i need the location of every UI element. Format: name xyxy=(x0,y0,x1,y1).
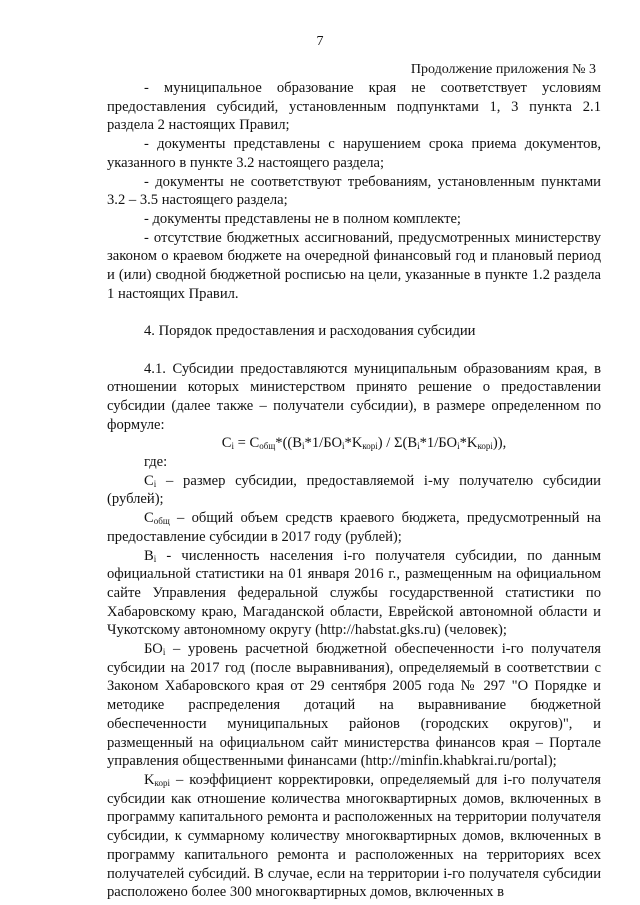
page-number: 7 xyxy=(316,34,324,49)
paragraph-4-1: 4.1. Субсидии предоставляются муниципальным образованиям края, в отношении которых министерством принято решение о предоставлении субсидии (далее также – получатели субсидии), в размере определенном по формуле: xyxy=(107,360,601,433)
definition-ci: $C_i$ – размер субсидии, предоставляемой i-му получателю субсидии (рублей); xyxy=(107,472,601,508)
subsidy-formula: $C_i = C_{общ}*((B_i*1/БО_i*K_{корі}) / \Sigma(B_i*1/БО_i*K_{корі}))$, xyxy=(221,435,507,452)
definition-bi: $B_i$ - численность населения i-го получателя субсидии, по данным официальной статистики на 01 января 2016 г., размещенным на официальном сайте Управления федеральной службы государственной статистики по Хабаровскому краю, Магаданской области, Еврейской автономной области и Чукотскому автономному округу (http://habstat.gks.ru) (человек); xyxy=(107,547,601,639)
section-heading: 4. Порядок предоставления и расходования субсидии xyxy=(144,323,476,340)
definition-cobsh: $C_{общ}$ – общий объем средств краевого бюджета, предусмотренный на предоставление субсидии в 2017 году (рублей); xyxy=(107,510,601,545)
list-item: - отсутствие бюджетных ассигнований, предусмотренных министерству законом о краевом бюджете на очередной финансовый год и плановый период и (или) сводной бюджетной росписью на цели, указанные в пункте 1.2 раздела 1 настоящих Правил. xyxy=(107,229,601,302)
definition-kkor: $K_{корі}$ – коэффициент корректировки, определяемый для i-го получателя субсидии как отношение количества многоквартирных домов, включенных в программу капитального ремонта и расположенных на территории получателя субсидии, к суммарному количеству многоквартирных домов, включенных в программу капитального ремонта и расположенных на территориях всех получателей субсидий. В случае, если на территории i-го получателя субсидии расположено более 300 многоквартирных домов, включенных в xyxy=(107,771,601,901)
list-item: - документы представлены с нарушением срока приема документов, указанного в пункте 3.2 настоящего раздела; xyxy=(107,136,601,171)
document-body xyxy=(107,79,601,902)
list-item: - муниципальное образование края не соответствует условиям предоставления субсидий, установленным подпунктами 1, 3 пункта 2.1 раздела 2 настоящих Правил; xyxy=(107,80,601,134)
list-item: - документы не соответствуют требованиям, установленным пунктами 3.2 – 3.5 настоящего раздела; xyxy=(107,173,601,209)
definition-boi: $БО_i$ – уровень расчетной бюджетной обеспеченности i-го получателя субсидии на 2017 год (после выравнивания), определяемый в соответствии с Законом Хабаровского края от 29 сентября 2005 года № 297 "О Порядке и методике распределения дотаций на выравнивание бюджетной обеспеченности муниципальных районов (городских округов)", и размещенный на официальном сайт министерства финансов края – Портале управления общественными финансами (http://minfin.khabkrai.ru/portal); xyxy=(107,641,601,770)
continuation-note: Продолжение приложения № 3 xyxy=(410,62,596,77)
list-item: - документы представлены не в полном комплекте; xyxy=(144,210,461,227)
where-label: где: xyxy=(144,454,168,471)
